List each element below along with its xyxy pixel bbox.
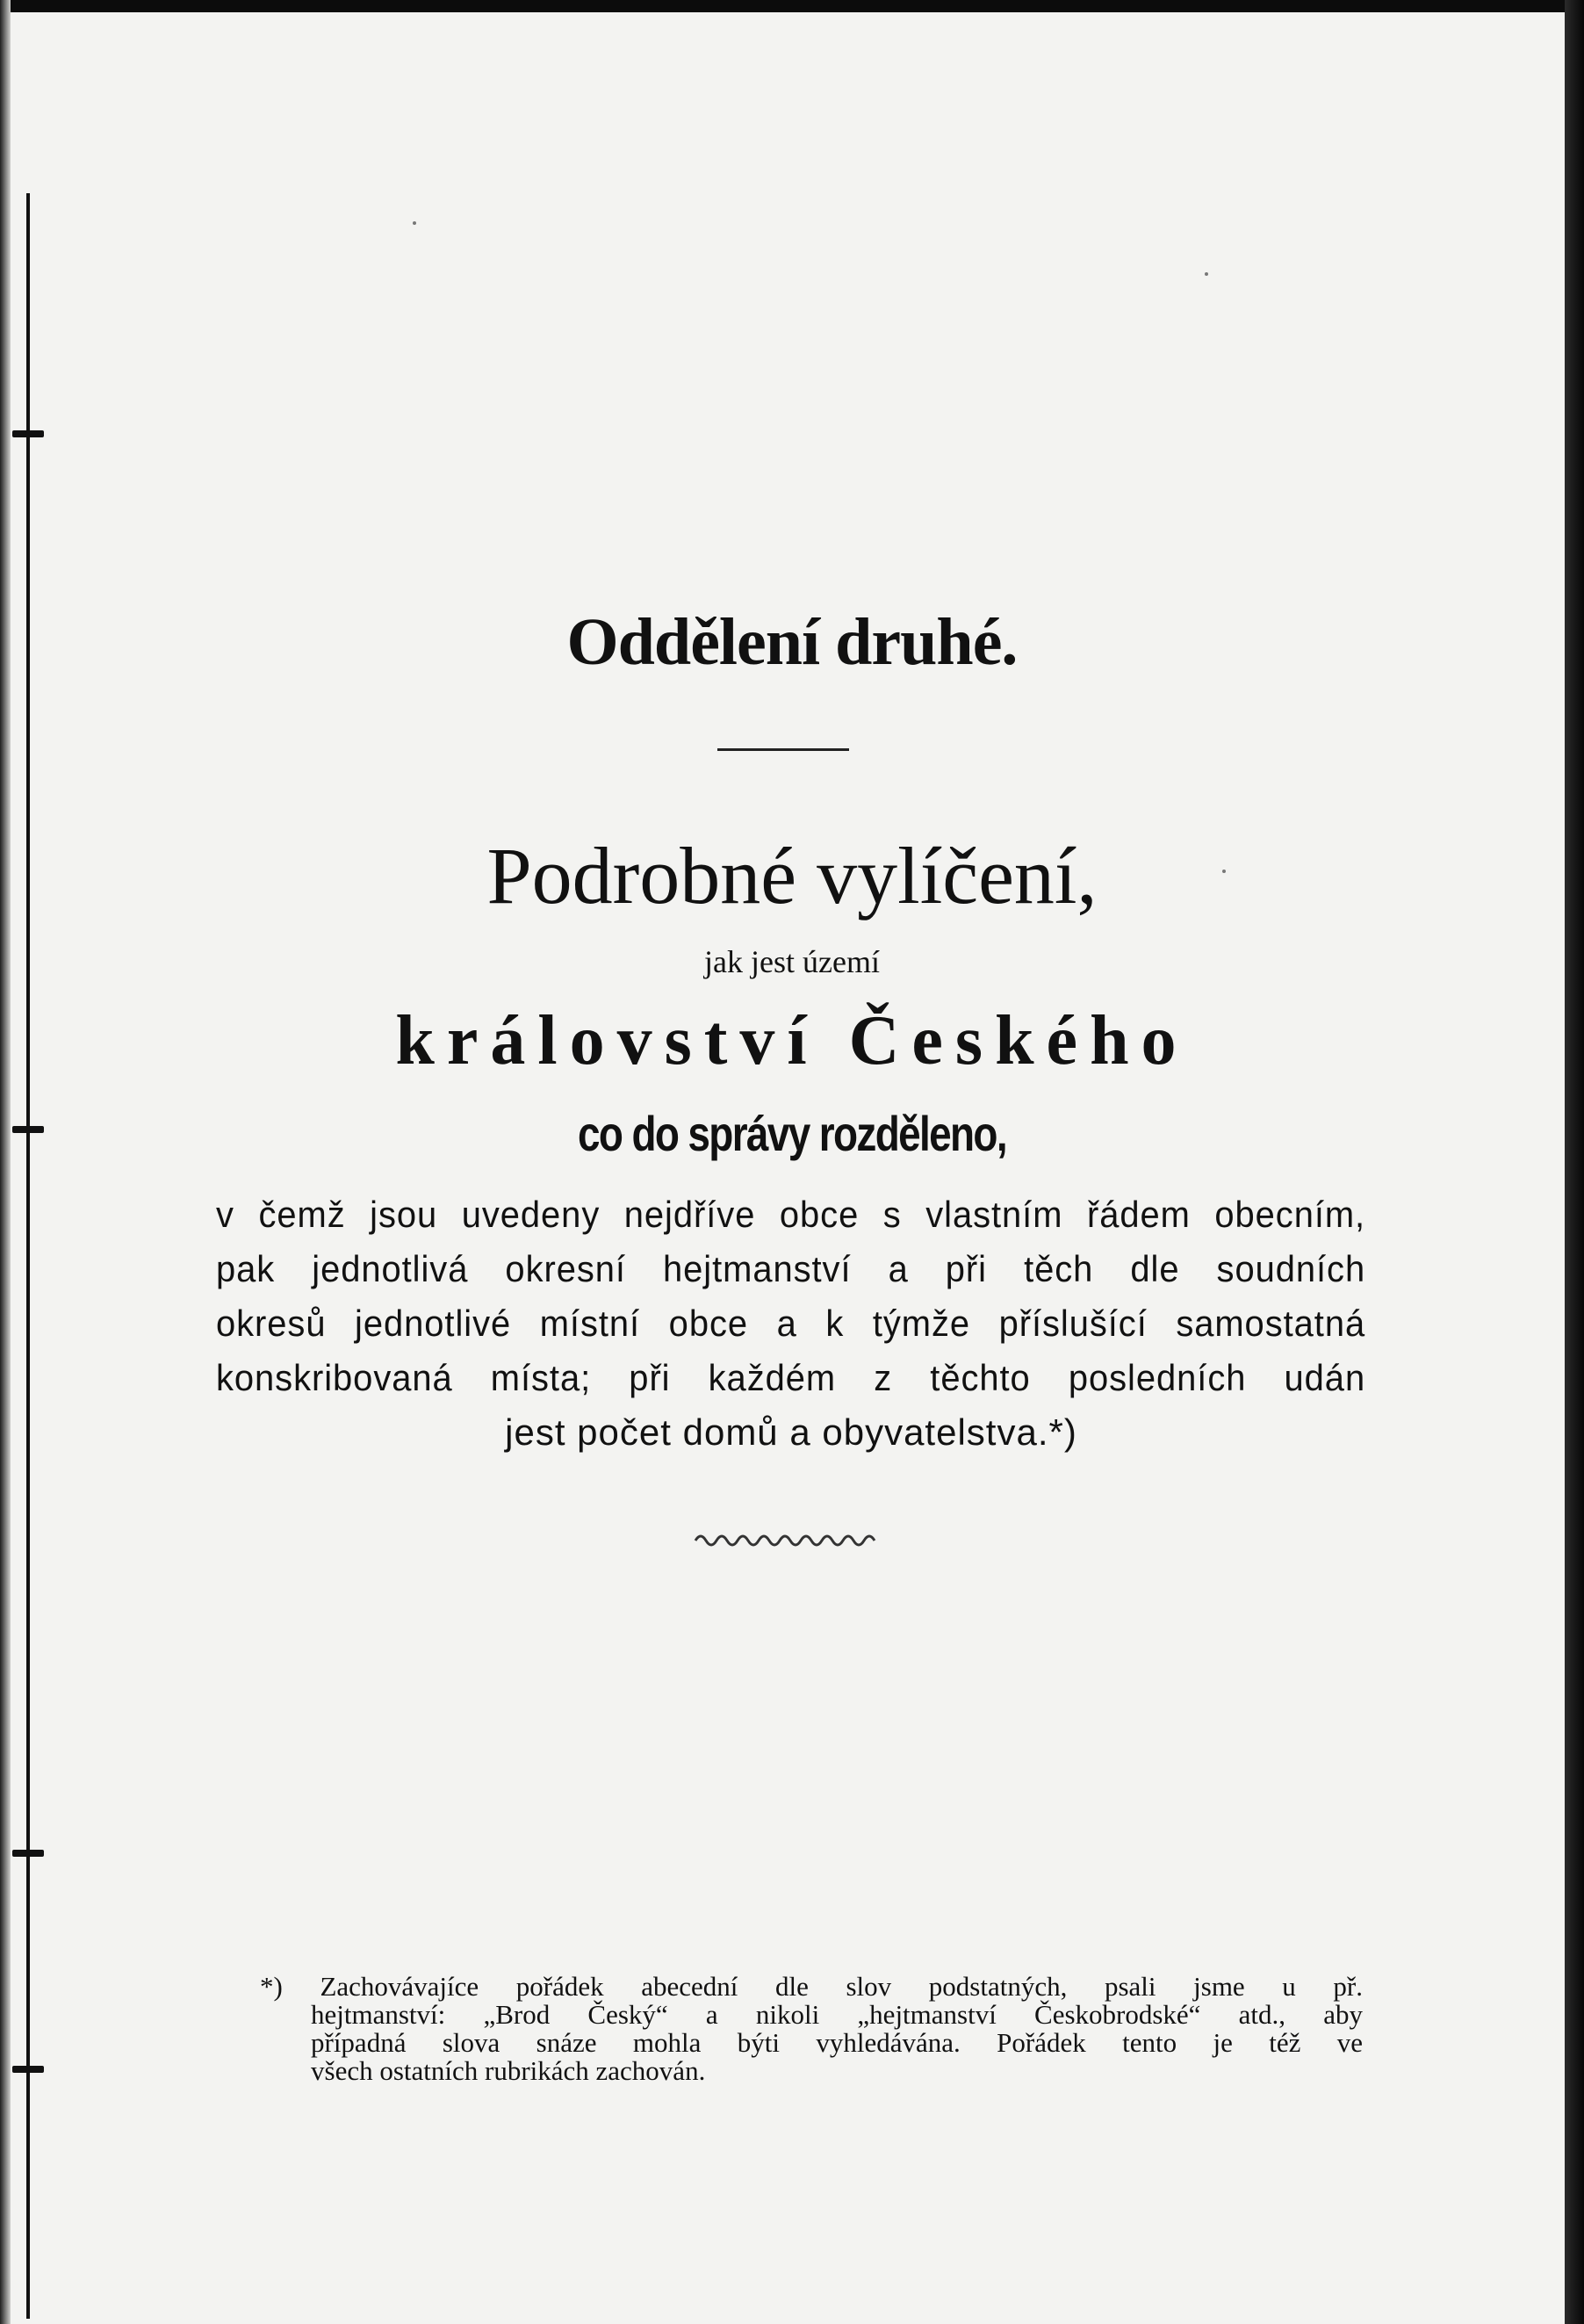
footnote-line: případná slova snáze mohla býti vyhledávána. Pořádek tento je též ve	[311, 2027, 1363, 2058]
description-line: konskribovaná místa; při každém z těchto posledních udán	[216, 1357, 1366, 1398]
binding-edge	[26, 193, 30, 2319]
binding-mark	[12, 430, 44, 437]
section-heading: Oddělení druhé.	[566, 605, 1018, 679]
description-line: v čemž jsou uvedeny nejdříve obce s vlastním řádem obecním,	[216, 1194, 1366, 1235]
footnote-line: hejtmanství: „Brod Český“ a nikoli „hejtmanství Českobrodské“ atd., aby	[311, 1999, 1363, 2030]
binding-mark	[12, 1126, 44, 1133]
description-line: pak jednotlivá okresní hejtmanství a při těch dle soudních	[216, 1248, 1366, 1289]
heading-divider	[717, 748, 849, 751]
description-line: okresů jednotlivé místní obce a k týmže příslušící samostatná	[216, 1303, 1366, 1344]
scan-border-top	[0, 0, 1584, 12]
administration-subtitle: co do správy rozděleno,	[578, 1106, 1006, 1161]
footnote	[260, 1973, 1363, 2085]
description-line: jest počet domů a obyvatelstva.*)	[505, 1411, 1077, 1453]
scan-border-right	[1565, 0, 1584, 2324]
footnote-line: všech ostatních rubrikách zachován.	[311, 2055, 706, 2086]
page-title: Podrobné vylíčení,	[486, 831, 1098, 920]
wavy-ornament	[694, 1528, 882, 1549]
kingdom-title: království Českého	[395, 1002, 1189, 1079]
scan-speck	[1205, 272, 1208, 276]
binding-mark	[12, 1850, 44, 1857]
binding-mark	[12, 2066, 44, 2073]
description-paragraph	[216, 1187, 1366, 1460]
scan-border-left	[0, 0, 11, 2324]
scan-speck	[413, 221, 416, 225]
subtitle-small: jak jest území	[704, 944, 880, 979]
footnote-line: *) Zachovávajíce pořádek abecední dle slov podstatných, psali jsme u př.	[260, 1971, 1363, 2002]
